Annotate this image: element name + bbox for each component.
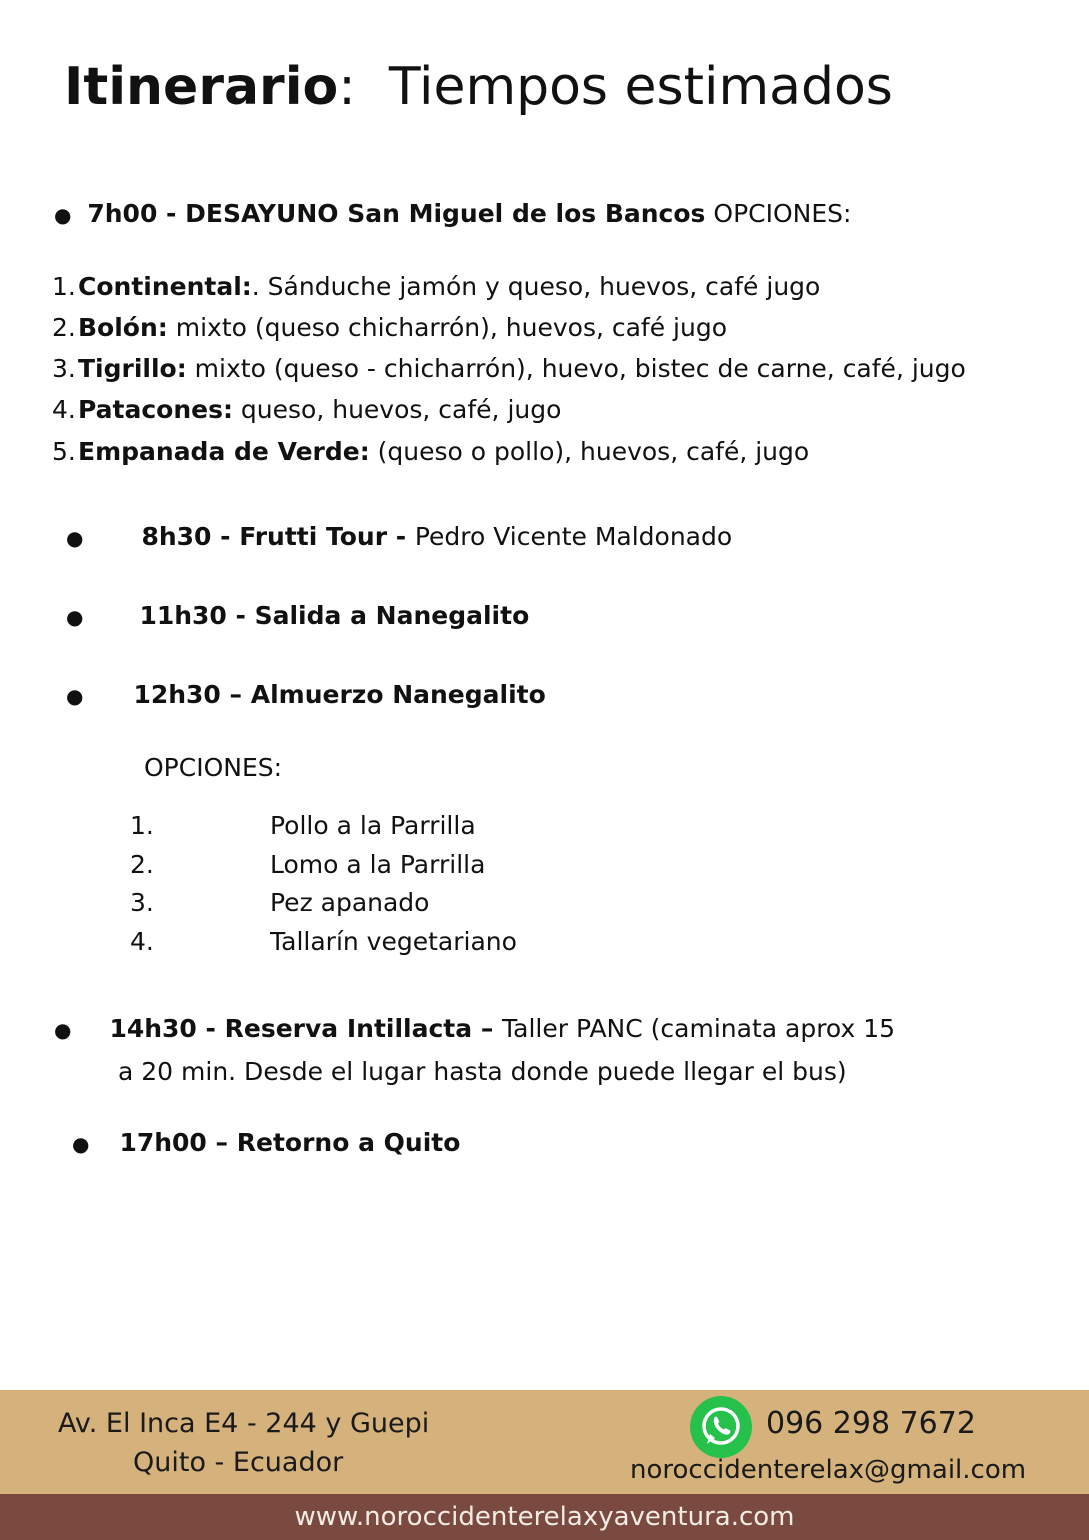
phone-number[interactable]: 096 298 7672 [766, 1406, 976, 1441]
option-text: Lomo a la Parrilla [270, 849, 486, 879]
option-number: 5. [52, 437, 76, 466]
option-number: 3. [52, 354, 76, 383]
breakfast-option [52, 393, 561, 427]
return-item [72, 1126, 460, 1161]
option-text: Pez apanado [270, 888, 430, 917]
option-desc: . Sánduche jamón y queso, huevos, café jugo [251, 272, 821, 301]
option-number: 2. [130, 849, 154, 879]
list-item [130, 807, 517, 846]
lunch-item [66, 678, 546, 713]
title-colon: : [338, 57, 356, 117]
breakfast-option [52, 435, 809, 469]
bullet-icon: ● [66, 605, 84, 629]
address-line1: Av. El Inca E4 - 244 y Guepi [58, 1408, 430, 1439]
reserve-desc: Taller PANC (caminata aprox 15 [502, 1014, 896, 1043]
breakfast-option [52, 270, 820, 304]
option-number: 3. [130, 888, 154, 917]
breakfast-option [52, 352, 966, 386]
option-desc: mixto (queso chicharrón), huevos, café jugo [167, 313, 728, 342]
option-text: Tallarín vegetariano [270, 926, 517, 956]
address-line2: Quito - Ecuador [133, 1447, 344, 1478]
departure-item [66, 599, 529, 634]
option-number: 4. [130, 926, 154, 956]
option-name: Empanada de Verde: [78, 437, 370, 466]
reserve-desc-line2: a 20 min. Desde el lugar hasta donde puede llegar el bus) [118, 1057, 847, 1086]
title-bold: Itinerario [64, 57, 339, 117]
option-number: 1. [52, 272, 76, 301]
bullet-icon: ● [54, 203, 72, 227]
tour-place: Pedro Vicente Maldonado [414, 522, 733, 551]
return-text: 17h00 – Retorno a Quito [119, 1128, 461, 1157]
website-bar [0, 1494, 1089, 1540]
whatsapp-icon[interactable] [690, 1396, 752, 1458]
tour-item [66, 520, 732, 555]
option-desc: (queso o pollo), huevos, café, jugo [369, 437, 810, 466]
option-desc: mixto (queso - chicharrón), huevo, bistec de carne, café, jugo [186, 354, 966, 383]
title-rest: Tiempos estimados [388, 57, 893, 117]
option-name: Patacones: [78, 395, 233, 424]
email-link[interactable]: noroccidenterelax@gmail.com [630, 1455, 1027, 1485]
bullet-icon: ● [54, 1018, 72, 1042]
departure-text: 11h30 - Salida a Nanegalito [139, 601, 530, 630]
list-item [130, 923, 517, 962]
bullet-icon: ● [66, 684, 84, 708]
breakfast-time-place: 7h00 - DESAYUNO San Miguel de los Bancos [87, 199, 706, 228]
lunch-text: 12h30 – Almuerzo Nanegalito [133, 680, 546, 709]
bullet-icon: ● [66, 526, 84, 550]
page-title [64, 52, 893, 122]
option-desc: queso, huevos, café, jugo [232, 395, 562, 424]
option-number: 2. [52, 313, 76, 342]
option-name: Bolón: [78, 313, 168, 342]
list-item [130, 846, 517, 885]
lunch-options [130, 807, 517, 961]
website-link[interactable]: www.noroccidenterelaxyaventura.com [294, 1502, 795, 1532]
list-item [130, 884, 517, 923]
option-text: Pollo a la Parrilla [270, 811, 476, 840]
breakfast-heading [54, 197, 851, 232]
option-name: Continental: [78, 272, 252, 301]
option-name: Tigrillo: [78, 354, 187, 383]
breakfast-options-label: OPCIONES: [713, 199, 852, 228]
breakfast-option [52, 311, 727, 345]
tour-time: 8h30 - Frutti Tour - [141, 522, 415, 551]
lunch-options-label: OPCIONES: [144, 753, 283, 782]
option-number: 4. [52, 395, 76, 424]
option-number: 1. [130, 811, 154, 840]
bullet-icon: ● [72, 1132, 90, 1156]
reserve-item [54, 1012, 895, 1047]
reserve-time: 14h30 - Reserva Intillacta – [109, 1014, 503, 1043]
